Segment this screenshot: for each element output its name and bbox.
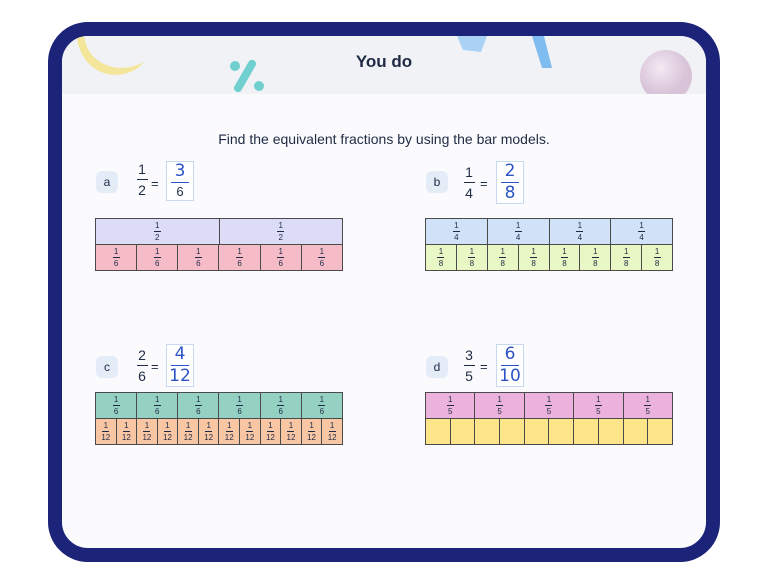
cell-numerator: 1	[500, 247, 505, 256]
bar-cell	[177, 392, 219, 419]
equals-sign: =	[151, 176, 159, 191]
equals-sign: =	[480, 359, 488, 374]
cell-denominator: 12	[327, 433, 337, 442]
bar-cell	[239, 418, 261, 445]
cell-numerator: 1	[196, 247, 201, 256]
bar-cell	[425, 218, 488, 245]
fraction-line	[143, 431, 150, 432]
cell-numerator: 1	[639, 221, 644, 230]
answer-denominator: 10	[499, 366, 521, 386]
cell-numerator: 1	[469, 247, 475, 256]
bar-model-bottom-bar	[95, 418, 343, 445]
cell-numerator: 1	[227, 421, 232, 430]
cell-denominator: 8	[469, 259, 475, 268]
bar-cell	[280, 418, 302, 445]
cell-denominator: 4	[577, 233, 583, 242]
bar-cell	[573, 392, 623, 419]
bar-cell	[136, 418, 158, 445]
cell-numerator: 1	[438, 247, 444, 256]
cell-denominator: 6	[237, 407, 242, 416]
cell-numerator: 1	[103, 421, 109, 430]
answer-denominator: 8	[504, 183, 516, 203]
bar-cell	[95, 392, 137, 419]
bar-cell	[598, 418, 624, 445]
fraction-line	[154, 405, 161, 406]
cell-numerator: 1	[144, 421, 150, 430]
cell-numerator: 1	[623, 247, 629, 256]
cell-denominator: 12	[307, 433, 317, 442]
fraction-line	[137, 365, 148, 366]
answer-numerator: 2	[504, 161, 516, 181]
cell-numerator: 1	[288, 421, 294, 430]
cell-denominator: 2	[155, 233, 160, 242]
cell-numerator: 1	[654, 247, 660, 256]
bar-cell	[487, 244, 519, 271]
answer-fraction-box[interactable]	[166, 344, 194, 387]
bar-cell	[450, 418, 476, 445]
cell-numerator: 1	[329, 421, 335, 430]
fraction-line	[545, 405, 552, 406]
cell-denominator: 6	[196, 259, 201, 268]
given-numerator: 1	[138, 161, 146, 177]
bar-model-top-bar	[95, 218, 343, 245]
slide-frame	[48, 22, 720, 562]
answer-denominator: 6	[176, 184, 184, 199]
bar-cell	[301, 392, 343, 419]
bar-cell	[219, 218, 344, 245]
cell-denominator: 6	[155, 407, 160, 416]
answer-numerator: 6	[504, 344, 516, 364]
cell-numerator: 1	[278, 395, 283, 404]
cell-numerator: 1	[237, 247, 242, 256]
page-title: You do	[355, 52, 413, 71]
cell-numerator: 1	[155, 395, 160, 404]
bar-cell	[425, 392, 475, 419]
fraction-line	[447, 405, 454, 406]
cell-numerator: 1	[309, 421, 314, 430]
fraction-line	[195, 257, 202, 258]
fraction-line	[308, 431, 315, 432]
cell-numerator: 1	[319, 247, 325, 256]
bar-cell	[301, 244, 343, 271]
bar-cell	[499, 418, 525, 445]
fraction-line	[164, 431, 171, 432]
cell-denominator: 12	[101, 433, 111, 442]
cell-numerator: 1	[278, 247, 283, 256]
bar-cell	[218, 244, 260, 271]
fraction-line	[576, 231, 583, 232]
bar-cell	[487, 218, 550, 245]
fraction-line	[644, 405, 651, 406]
fraction-line	[102, 431, 109, 432]
fraction-line	[267, 431, 274, 432]
cell-denominator: 6	[113, 259, 119, 268]
fraction-line	[464, 365, 475, 366]
bar-cell	[301, 418, 323, 445]
cell-denominator: 12	[204, 433, 214, 442]
fraction-line	[496, 405, 503, 406]
problem-label-c: c	[96, 356, 118, 378]
cell-numerator: 1	[515, 221, 521, 230]
bar-cell	[549, 244, 581, 271]
bar-cell	[524, 392, 574, 419]
fraction-line	[113, 405, 120, 406]
slide-header	[62, 36, 706, 94]
cell-numerator: 1	[155, 247, 160, 256]
bar-cell	[518, 244, 550, 271]
answer-fraction-box[interactable]	[166, 161, 194, 201]
fraction-line	[515, 231, 522, 232]
fraction-line	[226, 431, 233, 432]
bar-cell	[177, 418, 199, 445]
fraction-line	[468, 257, 475, 258]
cell-denominator: 6	[319, 407, 325, 416]
given-numerator: 3	[465, 347, 473, 363]
cell-numerator: 1	[645, 395, 650, 404]
cell-numerator: 1	[562, 247, 567, 256]
given-denominator: 2	[138, 182, 146, 198]
cell-denominator: 8	[654, 259, 660, 268]
fraction-line	[277, 231, 284, 232]
cell-denominator: 12	[265, 433, 275, 442]
cell-denominator: 8	[500, 259, 505, 268]
bar-cell	[218, 418, 240, 445]
bar-cell	[425, 418, 451, 445]
bar-cell	[641, 244, 673, 271]
bar-cell	[260, 418, 282, 445]
cell-denominator: 8	[531, 259, 536, 268]
bar-model-bottom-bar	[95, 244, 343, 271]
cell-denominator: 8	[593, 259, 598, 268]
fraction-line	[277, 257, 284, 258]
cell-denominator: 12	[142, 433, 152, 442]
cell-numerator: 1	[196, 395, 201, 404]
cell-denominator: 8	[562, 259, 567, 268]
answer-numerator: 4	[174, 344, 186, 364]
bar-model-top-bar	[95, 392, 343, 419]
given-fraction	[462, 164, 476, 201]
bar-model-top-bar	[425, 218, 673, 245]
fraction-line	[185, 431, 192, 432]
cell-denominator: 12	[245, 433, 255, 442]
cell-denominator: 8	[438, 259, 444, 268]
cell-denominator: 4	[639, 233, 644, 242]
fraction-line	[329, 431, 336, 432]
cell-denominator: 12	[286, 433, 296, 442]
cell-numerator: 1	[497, 395, 502, 404]
fraction-line	[246, 431, 253, 432]
fraction-line	[530, 257, 537, 258]
fraction-line	[154, 231, 161, 232]
fraction-line	[464, 182, 475, 183]
cell-denominator: 8	[623, 259, 629, 268]
cell-denominator: 5	[497, 407, 502, 416]
fraction-line	[277, 405, 284, 406]
cell-denominator: 6	[278, 259, 283, 268]
bar-cell	[177, 244, 219, 271]
bar-cell	[218, 392, 260, 419]
cell-numerator: 1	[454, 221, 459, 230]
cell-numerator: 1	[546, 395, 552, 404]
cell-numerator: 1	[113, 395, 119, 404]
bar-cell	[198, 418, 220, 445]
equals-sign: =	[480, 176, 488, 191]
given-denominator: 4	[465, 185, 473, 201]
bar-cell	[95, 418, 117, 445]
cell-denominator: 6	[113, 407, 119, 416]
bar-cell	[456, 244, 488, 271]
cell-numerator: 1	[155, 221, 160, 230]
bar-cell	[524, 418, 550, 445]
fraction-line	[205, 431, 212, 432]
fraction-line	[287, 431, 294, 432]
cell-numerator: 1	[268, 421, 273, 430]
cell-denominator: 6	[155, 259, 160, 268]
cell-denominator: 5	[596, 407, 601, 416]
fraction-line	[236, 405, 243, 406]
cell-denominator: 12	[121, 433, 131, 442]
cell-numerator: 1	[596, 395, 601, 404]
cell-numerator: 1	[531, 247, 536, 256]
fraction-line	[123, 431, 130, 432]
problem-label-b: b	[426, 171, 448, 193]
bar-cell	[136, 244, 178, 271]
bar-cell	[116, 418, 138, 445]
cell-numerator: 1	[593, 247, 598, 256]
fraction-line	[154, 257, 161, 258]
given-numerator: 2	[138, 347, 146, 363]
bar-cell	[321, 418, 343, 445]
cell-numerator: 1	[577, 221, 583, 230]
fraction-line	[318, 405, 325, 406]
fraction-line	[595, 405, 602, 406]
bar-cell	[95, 244, 137, 271]
bar-cell	[549, 218, 612, 245]
cell-numerator: 1	[237, 395, 242, 404]
bar-cell	[260, 244, 302, 271]
bar-model-bottom-bar	[425, 418, 673, 445]
given-fraction	[135, 161, 149, 198]
answer-numerator: 3	[174, 161, 186, 181]
fraction-line	[623, 257, 630, 258]
bar-cell	[623, 418, 649, 445]
problem-label-a: a	[96, 171, 118, 193]
bar-model-bottom-bar	[425, 244, 673, 271]
bar-cell	[548, 418, 574, 445]
bar-cell	[260, 392, 302, 419]
fraction-line	[592, 257, 599, 258]
bar-cell	[95, 218, 220, 245]
cell-denominator: 5	[546, 407, 552, 416]
bar-cell	[623, 392, 673, 419]
cell-denominator: 6	[278, 407, 283, 416]
cell-numerator: 1	[165, 421, 170, 430]
given-numerator: 1	[465, 164, 473, 180]
cell-numerator: 1	[247, 421, 253, 430]
instruction-text: Find the equivalent fractions by using the bar models.	[218, 131, 550, 147]
cell-denominator: 6	[196, 407, 201, 416]
cell-denominator: 6	[237, 259, 242, 268]
fraction-line	[171, 182, 189, 183]
cell-denominator: 12	[183, 433, 193, 442]
cell-numerator: 1	[124, 421, 129, 430]
cell-denominator: 12	[163, 433, 172, 442]
given-denominator: 6	[138, 368, 146, 384]
answer-fraction-box[interactable]	[496, 344, 524, 387]
cell-denominator: 2	[278, 233, 283, 242]
bar-cell	[157, 418, 179, 445]
bar-cell	[610, 218, 673, 245]
fraction-line	[638, 231, 645, 232]
given-fraction	[462, 347, 476, 384]
cell-numerator: 1	[447, 395, 453, 404]
bar-cell	[647, 418, 673, 445]
cell-numerator: 1	[319, 395, 325, 404]
cell-denominator: 5	[447, 407, 453, 416]
cell-denominator: 4	[454, 233, 459, 242]
cell-numerator: 1	[206, 421, 211, 430]
equals-sign: =	[151, 359, 159, 374]
bar-cell	[610, 244, 642, 271]
cell-numerator: 1	[185, 421, 191, 430]
fraction-line	[561, 257, 568, 258]
cell-denominator: 4	[515, 233, 521, 242]
bar-cell	[579, 244, 611, 271]
fraction-line	[195, 405, 202, 406]
bar-cell	[474, 392, 524, 419]
fraction-line	[437, 257, 444, 258]
answer-denominator: 12	[169, 366, 191, 386]
fraction-line	[453, 231, 460, 232]
problem-label-d: d	[426, 356, 448, 378]
fraction-line	[654, 257, 661, 258]
bar-cell	[136, 392, 178, 419]
bar-model-top-bar	[425, 392, 673, 419]
cell-denominator: 6	[319, 259, 325, 268]
fraction-line	[113, 257, 120, 258]
fraction-line	[137, 179, 148, 180]
cell-denominator: 12	[224, 433, 234, 442]
cell-numerator: 1	[113, 247, 119, 256]
cell-denominator: 5	[645, 407, 650, 416]
cell-numerator: 1	[278, 221, 283, 230]
bar-cell	[573, 418, 599, 445]
fraction-line	[236, 257, 243, 258]
answer-fraction-box[interactable]	[496, 161, 524, 204]
fraction-line	[499, 257, 506, 258]
given-denominator: 5	[465, 368, 473, 384]
given-fraction	[135, 347, 149, 384]
bar-cell	[425, 244, 457, 271]
fraction-line	[318, 257, 325, 258]
bar-cell	[474, 418, 500, 445]
